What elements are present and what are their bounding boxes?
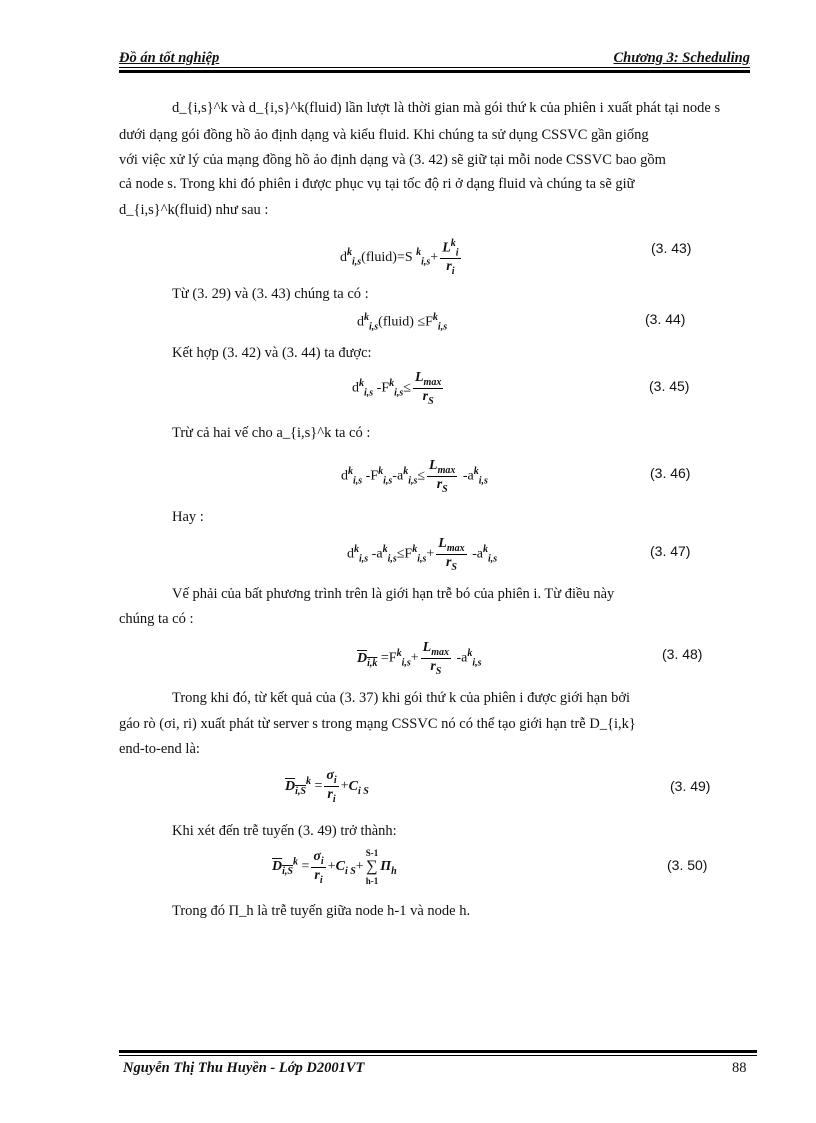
equation-number: (3. 46) (650, 465, 691, 481)
page-number: 88 (732, 1060, 747, 1076)
body-line: chúng ta có : (119, 611, 194, 627)
body-line: Trong khi đó, từ kết quả của (3. 37) khi gói thứ k của phiên i được giới hạn bởi (172, 690, 631, 706)
header-chapter-title: Chương 3: Scheduling (613, 50, 750, 66)
body-line: Khi xét đến trễ tuyến (3. 49) trở thành: (172, 823, 397, 839)
body-line: gáo rò (σi, ri) xuất phát từ server s trong mạng CSSVC nó có thể tạo giới hạn trễ D_{i,k} (119, 716, 636, 732)
equation-349: $D_{i,S}^k$ = $\frac{\sigma_i}{r_i}$ $+C_{i S}$ (285, 768, 369, 805)
body-line: Từ (3. 29) và (3. 43) chúng ta có : (172, 286, 369, 302)
equation-346: $d^k_{i,s}$ $-F^k_{i,s}-a^k_{i,s}\le$ $\frac{L_{max}}{r_S}$ $-a^k_{i,s}$ (341, 458, 488, 495)
body-line: dưới dạng gói đồng hồ ảo định dạng và kiểu fluid. Khi chúng ta sử dụng CSSVC gần giống (119, 127, 649, 143)
equation-345: $d^k_{i,s}$ $-F^k_{i,s}\le$ $\frac{L_{max}}{r_S}$ (352, 370, 442, 407)
header-rule-thick (119, 70, 750, 73)
footer-rule-thick (119, 1050, 757, 1053)
body-line: Hay : (172, 509, 204, 525)
equation-343: $d^k_{i,s}(fluid)=S$ $^k_{i,s}$+ $\frac{L^k_i}{r_i}$ (340, 238, 459, 278)
equation-number: (3. 44) (645, 311, 686, 327)
equation-number: (3. 43) (651, 240, 692, 256)
body-line: end-to-end là: (119, 741, 200, 757)
equation-number: (3. 49) (670, 778, 711, 794)
body-line: d_{i,s}^k(fluid) như sau : (119, 202, 269, 218)
equation-348: $D_{i,k} =F^k_{i,s}+$ $\frac{L_{max}}{r_S}$ $-a^k_{i,s}$ (357, 640, 482, 677)
body-line: Kết hợp (3. 42) và (3. 44) ta được: (172, 345, 372, 361)
equation-number: (3. 47) (650, 543, 691, 559)
equation-number: (3. 50) (667, 857, 708, 873)
footer-rule (119, 1055, 757, 1056)
body-line: với việc xử lý của mạng đồng hồ ảo định dạng và (3. 42) sẽ giữ tại mỗi node CSSVC bao gồm (119, 152, 666, 168)
body-line: Vế phải của bất phương trình trên là giới hạn trễ bó của phiên i. Từ điều này (172, 586, 615, 602)
footer-author: Nguyễn Thị Thu Huyền - Lớp D2001VT (123, 1060, 365, 1076)
equation-number: (3. 48) (662, 646, 703, 662)
body-line: d_{i,s}^k và d_{i,s}^k(fluid) lần lượt là thời gian mà gói thứ k của phiên i xuất phát tại node s (172, 100, 721, 116)
body-line: Trong đó Π_h là trễ tuyến giữa node h-1 và node h. (172, 903, 471, 919)
equation-344: $d^k_{i,s}(fluid) \le F^k_{i,s}$ (357, 312, 448, 333)
equation-350: $D_{i,S}^k$ = $\frac{\sigma_i}{r_i}$ $+C_{i S}+$ S-1 ∑ h-1 $\Pi_h$ (272, 848, 397, 886)
header-left-title: Đồ án tốt nghiệp (119, 50, 220, 66)
body-line: cả node s. Trong khi đó phiên i được phục vụ tại tốc độ ri ở dạng fluid và chúng ta sẽ giữ (119, 176, 635, 192)
header-rule (119, 67, 750, 68)
equation-347: $d^k_{i,s}$ $-a^k_{i,s}\le F^k_{i,s}+$ $\frac{L_{max}}{r_S}$ $-a^k_{i,s}$ (347, 536, 498, 573)
body-line: Trừ cả hai vế cho a_{i,s}^k ta có : (172, 425, 371, 441)
equation-number: (3. 45) (649, 378, 690, 394)
